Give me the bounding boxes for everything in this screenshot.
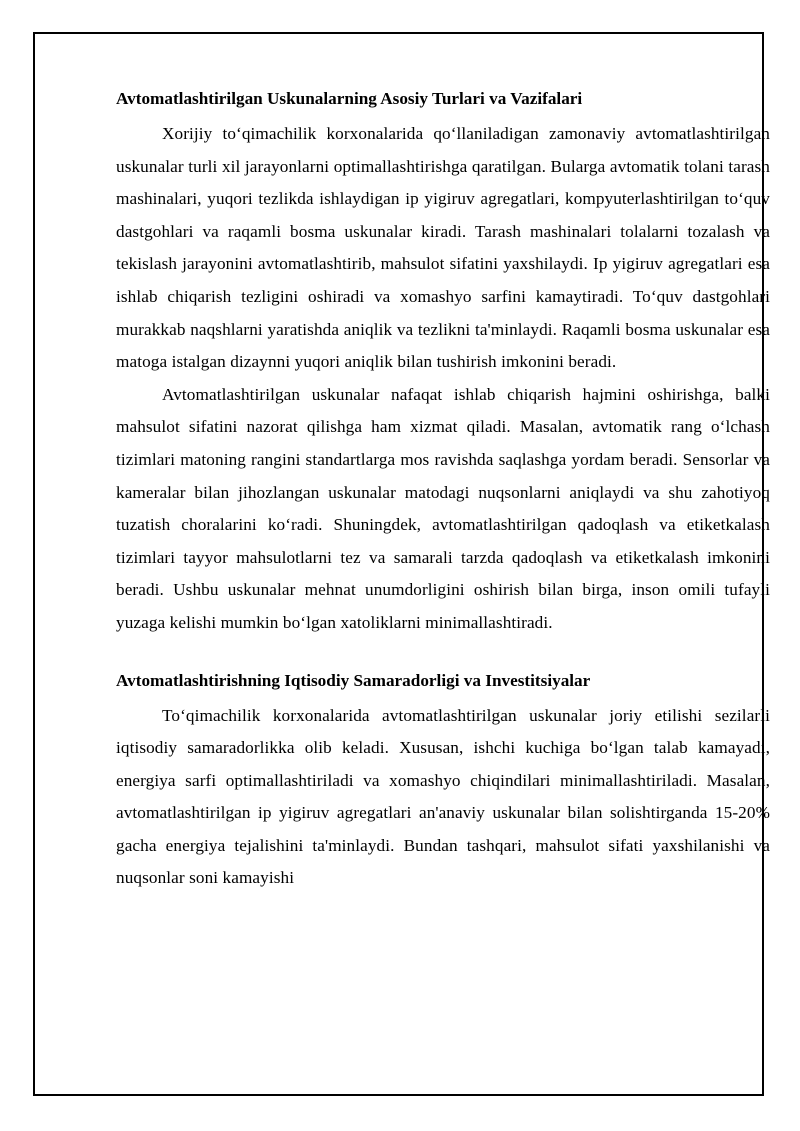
section-heading-equipment-types: Avtomatlashtirilgan Uskunalarning Asosiy Turlari va Vazifalari	[116, 89, 583, 108]
paragraph-quality-control: Avtomatlashtirilgan uskunalar nafaqat ishlab chiqarish hajmini oshirishga, balki mahsulot sifatini nazorat qilishga ham xizmat qiladi. Masalan, avtomatik rang o‘lchash tizimlari matoning rangini standartlarga mos ravishda saqlashga yordam beradi. Sensorlar va kameralar bilan jihozlangan uskunalar matodagi nuqsonlarni aniqlaydi va shu zahotiyoq tuzatish choralarini ko‘radi. Shuningdek, avtomatlashtirilgan qadoqlash va etiketkalash tizimlari tayyor mahsulotlarni tez va samarali tarzda qadoqlash va etiketkalash imkonini beradi. Ushbu uskunalar mehnat unumdorligini oshirish bilan birga, inson omili tufayli yuzaga kelishi mumkin bo‘lgan xatoliklarni minimallashtiradi.	[116, 384, 770, 632]
section-heading-economic-efficiency: Avtomatlashtirishning Iqtisodiy Samaradorligi va Investitsiyalar	[116, 670, 591, 690]
paragraph-economic-efficiency: To‘qimachilik korxonalarida avtomatlashtirilgan uskunalar joriy etilishi sezilarli iqtisodiy samaradorlikka olib keladi. Xususan, ishchi kuchiga bo‘lgan talab kamayadi, energiya sarfi optimallashtiriladi va xomashyo chiqindilari minimallashtiriladi. Masalan, avtomatlashtirilgan ip yigiruv agregatlari an'anaviy uskunalar bilan solishtirganda 15-20% gacha energiya tejalishini ta'minlaydi. Bundan tashqari, mahsulot sifati yaxshilanishi va nuqsonlar soni kamayishi	[116, 705, 770, 888]
paragraph-equipment-overview: Xorijiy to‘qimachilik korxonalarida qo‘llaniladigan zamonaviy avtomatlashtirilgan uskunalar turli xil jarayonlarni optimallashtirishga qaratilgan. Bularga avtomatik tolani tarash mashinalari, yuqori tezlikda ishlaydigan ip yigiruv agregatlari, kompyuterlashtirilgan to‘quv dastgohlari va raqamli bosma uskunalar kiradi. Tarash mashinalari tolalarni tozalash va tekislash jarayonini avtomatlashtirib, mahsulot sifatini yaxshilaydi. Ip yigiruv agregatlari esa ishlab chiqarish tezligini oshiradi va xomashyo sarfini kamaytiradi. To‘quv dastgohlari murakkab naqshlarni yaratishda aniqlik va tezlikni ta'minlaydi. Raqamli bosma uskunalar esa matoga istalgan dizaynni yuqori aniqlik bilan tushirish imkonini beradi.	[116, 124, 770, 372]
document-body	[116, 86, 770, 895]
